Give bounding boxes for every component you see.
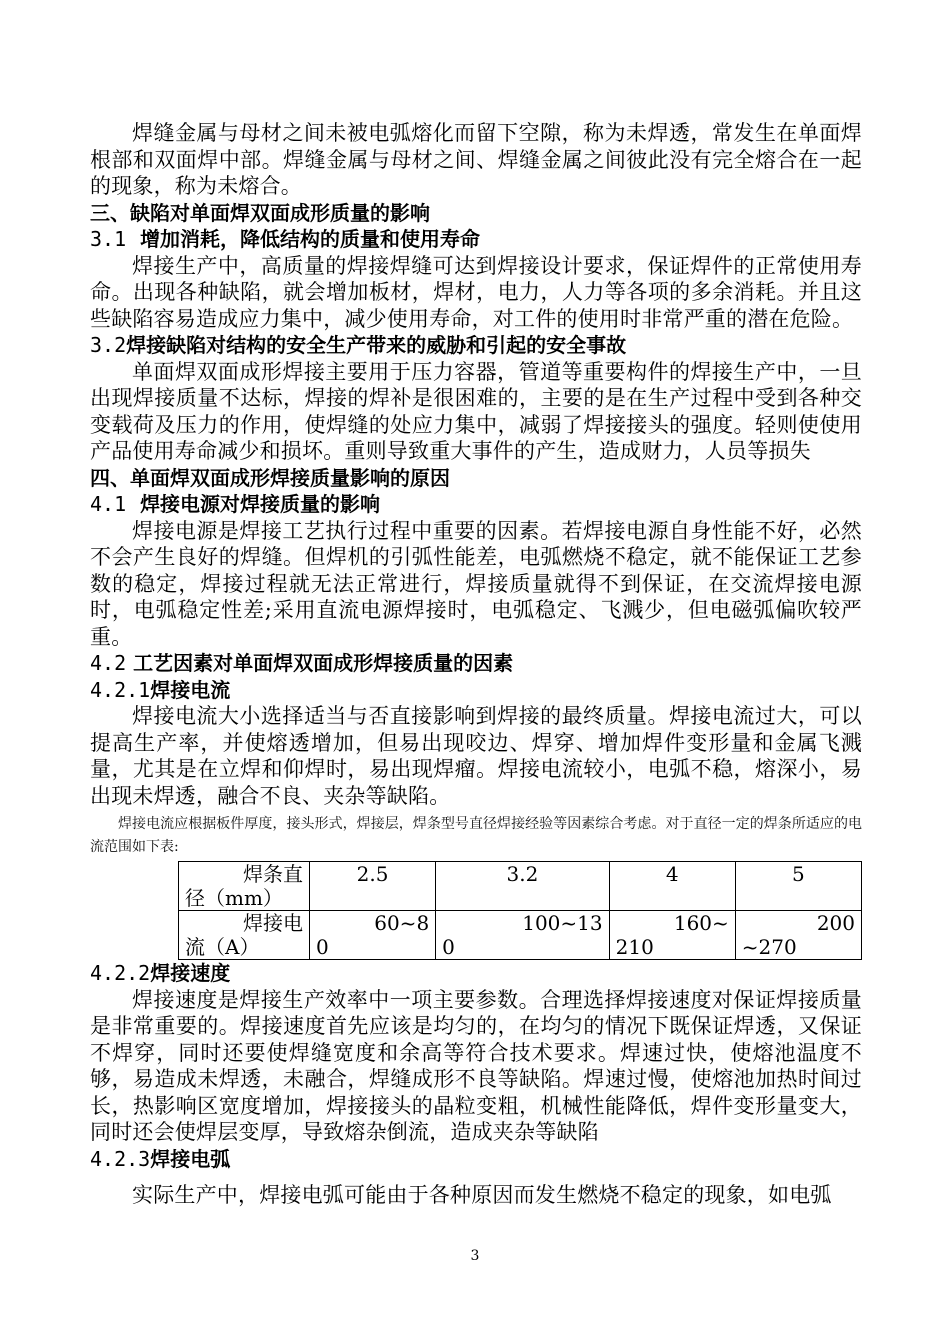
document-page xyxy=(90,120,862,1209)
paragraph-3-2: 单面焊双面成形焊接主要用于压力容器，管道等重要构件的焊接生产中，一旦出现焊接质量不达标，焊接的焊补是很困难的，主要的是在生产过程中受到各种交变载荷及压力的作用，使焊缝的处应力集中，减弱了焊接接头的强度。轻则使使用产品使用寿命减少和损坏。重则导致重大事件的产生，造成财力，人员等损失 xyxy=(90,359,862,463)
table-cell-text: 0 xyxy=(442,935,455,959)
paragraph-3-1: 焊接生产中，高质量的焊接焊缝可达到焊接设计要求，保证焊件的正常使用寿命。出现各种缺陷，就会增加板材，焊材，电力，人力等各项的多余消耗。并且这些缺陷容易造成应力集中，减少使用寿命，对工件的使用时非常严重的潜在危险。 xyxy=(90,253,862,331)
heading-4-2-3 xyxy=(90,1146,862,1173)
heading-3-2-number: 3.2 xyxy=(90,333,127,357)
heading-4-2-2-number: 4.2.2 xyxy=(90,961,151,985)
table-cell-text: 焊条直 xyxy=(243,862,303,886)
paragraph-4-2-1: 焊接电流大小选择适当与否直接影响到焊接的最终质量。焊接电流过大，可以提高生产率，并使熔透增加，但易出现咬边、焊穿、增加焊件变形量和金属飞溅量，尤其是在立焊和仰焊时，易出现焊瘤。焊接电流较小，电弧不稳，熔深小，易出现未焊透，融合不良、夹杂等缺陷。 xyxy=(90,704,862,808)
table-cell-text: 焊接电 xyxy=(243,911,303,935)
table-cell-label-diameter xyxy=(179,862,310,911)
table-cell-text: ~270 xyxy=(741,935,797,959)
table-cell-text: 3.2 xyxy=(506,862,539,886)
heading-3-2 xyxy=(90,332,862,359)
table-cell-text: 径（mm） xyxy=(185,886,283,910)
table-cell-text: 流（A） xyxy=(185,935,260,959)
paragraph-current-note: 焊接电流应根据板件厚度，接头形式，焊接层，焊条型号直径焊接经验等因素综合考虑。对于直径一定的焊条所适应的电流范围如下表: xyxy=(90,816,862,855)
heading-4-2-1 xyxy=(90,677,862,704)
table-cell-text: 60~8 xyxy=(374,911,430,935)
heading-4-2-1-number: 4.2.1 xyxy=(90,677,151,702)
table-cell-text: 2.5 xyxy=(356,862,389,886)
table-cell xyxy=(436,862,609,911)
heading-3-2-text: 焊接缺陷对结构的安全生产带来的威胁和引起的安全事故 xyxy=(126,333,627,357)
paragraph-4-2-3: 实际生产中，焊接电弧可能由于各种原因而发生燃烧不稳定的现象，如电弧 xyxy=(132,1183,832,1207)
table-cell-text: 5 xyxy=(792,862,805,886)
heading-4-2-2-text: 焊接速度 xyxy=(150,961,231,985)
heading-section-3: 三、缺陷对单面焊双面成形质量的影响 xyxy=(90,200,430,225)
heading-4-1 xyxy=(90,491,862,518)
table-cell xyxy=(436,911,609,960)
paragraph-4-2-2: 焊接速度是焊接生产效率中一项主要参数。合理选择焊接速度对保证焊接质量是非常重要的。焊接速度首先应该是均匀的，在均匀的情况下既保证焊透，又保证不焊穿，同时还要使焊缝宽度和余高等符合技术要求。焊速过快，使熔池温度不够，易造成未焊透，未融合，焊缝成形不良等缺陷。焊速过慢，使熔池加热时间过长，热影响区宽度增加，焊接接头的晶粒变粗，机械性能降低，焊件变形量变大，同时还会使焊层变厚，导致熔杂倒流，造成夹杂等缺陷 xyxy=(90,987,862,1144)
table-cell xyxy=(609,911,735,960)
heading-4-2-3-text: 焊接电弧 xyxy=(150,1146,231,1171)
electrode-current-table xyxy=(178,861,862,960)
heading-4-2-3-number: 4.2.3 xyxy=(90,1146,151,1171)
heading-3-1 xyxy=(90,226,862,253)
heading-section-4: 四、单面焊双面成形焊接质量影响的原因 xyxy=(90,465,450,490)
table-cell-text: 160~ xyxy=(673,911,729,935)
table-cell xyxy=(735,911,861,960)
table-row xyxy=(179,911,862,960)
table-cell-label-current xyxy=(179,911,310,960)
heading-4-2 xyxy=(90,650,862,677)
heading-4-2-2 xyxy=(90,960,862,987)
table-row xyxy=(179,862,862,911)
paragraph-4-1: 焊接电源是焊接工艺执行过程中重要的因素。若焊接电源自身性能不好，必然不会产生良好的焊缝。但焊机的引弧性能差，电弧燃烧不稳定，就不能保证工艺参数的稳定，焊接过程就无法正常进行，焊接质量就得不到保证，在交流焊接电源时，电弧稳定性差;采用直流电源焊接时，电弧稳定、飞溅少，但电磁弧偏吹较严重。 xyxy=(90,518,862,649)
heading-3-1-number: 3.1 xyxy=(90,227,127,251)
table-cell xyxy=(735,862,861,911)
heading-4-2-number: 4.2 xyxy=(90,651,127,675)
heading-4-2-text: 工艺因素对单面焊双面成形焊接质量的因素 xyxy=(133,651,514,675)
table-cell-text: 210 xyxy=(615,935,654,959)
heading-4-2-1-text: 焊接电流 xyxy=(150,677,231,702)
heading-4-1-number: 4.1 xyxy=(90,492,127,516)
table-cell-text: 0 xyxy=(316,935,329,959)
heading-3-1-text: 增加消耗，降低结构的质量和使用寿命 xyxy=(140,227,481,251)
paragraph-incomplete-penetration: 焊缝金属与母材之间未被电弧熔化而留下空隙，称为未焊透，常发生在单面焊根部和双面焊中部。焊缝金属与母材之间、焊缝金属之间彼此没有完全熔合在一起的现象，称为未熔合。 xyxy=(90,121,862,198)
heading-4-1-text: 焊接电源对焊接质量的影响 xyxy=(140,492,381,516)
table-cell xyxy=(310,862,436,911)
table-cell-text: 200 xyxy=(816,911,855,935)
table-cell-text: 100~13 xyxy=(522,911,603,935)
table-cell xyxy=(310,911,436,960)
page-number: 3 xyxy=(470,1248,480,1264)
table-cell-text: 4 xyxy=(665,862,679,886)
table-cell xyxy=(609,862,735,911)
